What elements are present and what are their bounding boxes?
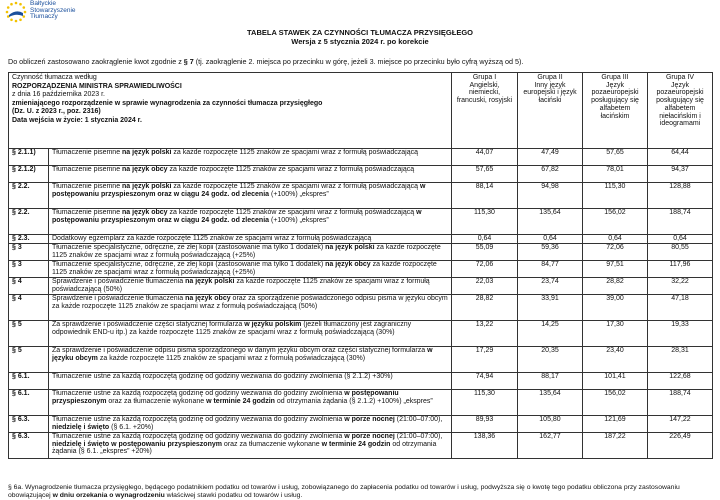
section-cell: § 3 xyxy=(9,244,49,261)
group-header xyxy=(452,73,518,149)
description-bold: w terminie 24 godzin xyxy=(321,440,391,448)
rate-cell: 115,30 xyxy=(452,209,518,235)
rate-cell: 17,30 xyxy=(583,321,648,347)
description-bold: na język polski xyxy=(122,183,172,190)
rate-cell: 28,31 xyxy=(648,347,713,373)
table-row xyxy=(9,166,713,183)
description-text: (§ 6.1. +20%) xyxy=(109,423,154,431)
section-cell: § 2.1.1) xyxy=(9,149,49,166)
rate-cell: 72,06 xyxy=(452,261,518,278)
header-line: zmieniającego rozporządzenie w sprawie wynagrodzenia za czynności tłumacza przysięgłego xyxy=(12,99,323,107)
rate-cell: 147,22 xyxy=(648,416,713,433)
section-cell: § 5 xyxy=(9,321,49,347)
description-text: Za sprawdzenie i poświadczenie odpisu pisma sporządzonego w danym języku obcym oraz części statycznej formularza xyxy=(52,347,428,354)
table-row xyxy=(9,416,713,433)
section-cell: § 6.3. xyxy=(9,433,49,459)
description-text: Tłumaczenie specjalistyczne, odręczne, ze złej kopii (zastosowanie ma tylko 1 dodatek) xyxy=(52,261,326,268)
header-line: z dnia 16 października 2023 r. xyxy=(12,91,106,99)
group-name: Grupa III xyxy=(601,74,629,81)
logo-line: Tłumaczy xyxy=(30,13,58,21)
description-text: za każde rozpoczęte 1125 znaków ze spacjami wraz z formułą poświadczającą (30%) xyxy=(97,354,366,362)
table-row xyxy=(9,321,713,347)
description-text: Tłumaczenie ustne za każdą rozpoczętą godzinę od godziny wezwania do godziny zwolnienia xyxy=(52,390,345,397)
description-text: Dodatkowy egzemplarz za każde rozpoczęte 1125 znaków ze spacjami wraz z formułą poświadczającą xyxy=(52,235,372,242)
rate-cell: 89,93 xyxy=(452,416,518,433)
note-text-end: (tj. zaokrąglenie 2. miejsca po przecinku w górę, jeżeli 3. miejsce po przecinku było cyfrą wyższą od 5). xyxy=(193,57,524,66)
description-text: oraz za sporządzenie poświadczonego odpisu pisma w języku obcym za każde rozpoczęte 1125 znaków ze spacjami wraz z formułą poświadczającą (50%) xyxy=(52,295,448,310)
description-cell xyxy=(49,295,452,321)
rate-cell: 19,33 xyxy=(648,321,713,347)
group-desc: Inny język europejski i język łaciński xyxy=(523,81,577,105)
table-row xyxy=(9,261,713,278)
rate-cell: 0,64 xyxy=(518,235,583,244)
rate-cell: 88,17 xyxy=(518,373,583,390)
description-text: (jeżeli tłumaczony jest zagraniczny odpowiednik END-u itp.) za każde rozpoczęte 1125 znaków ze spacjami wraz z formułą poświadczającą (30%) xyxy=(52,321,412,336)
description-bold: na język polski xyxy=(185,278,235,285)
group-desc: Angielski, niemiecki, francuski, rosyjski xyxy=(456,81,513,105)
description-text: za każde rozpoczęte 1125 znaków ze spacjami wraz z formułą poświadczającą xyxy=(167,166,415,173)
description-bold: w postępowaniu przyspieszonym xyxy=(52,390,399,405)
description-cell xyxy=(49,278,452,295)
group-name: Grupa II xyxy=(537,74,563,81)
description-bold: na język obcy xyxy=(122,209,168,216)
rate-cell: 128,88 xyxy=(648,183,713,209)
description-text: Tłumaczenie pisemne xyxy=(52,166,123,173)
description-bold: w terminie 24 godzin xyxy=(206,397,275,405)
section-cell: § 6.3. xyxy=(9,416,49,433)
footer-bold: w dniu orzekania o wynagrodzeniu xyxy=(52,491,165,499)
rate-cell: 187,22 xyxy=(583,433,648,459)
description-cell xyxy=(49,235,452,244)
description-text: Sprawdzenie i poświadczenie tłumaczenia xyxy=(52,295,186,302)
description-text: Tłumaczenie ustne za każdą rozpoczętą godzinę od godziny wezwania do godziny zwolnienia (§ 2.1.2) +30%) xyxy=(52,373,393,380)
description-bold: na język obcy xyxy=(122,166,168,173)
rate-cell: 135,64 xyxy=(518,209,583,235)
description-cell xyxy=(49,244,452,261)
rate-cell: 162,77 xyxy=(518,433,583,459)
description-bold: w języku obcym xyxy=(52,347,433,362)
rate-cell: 23,74 xyxy=(518,278,583,295)
rate-cell: 121,69 xyxy=(583,416,648,433)
description-text: (21:00–07:00), xyxy=(394,433,443,440)
rate-cell: 44,07 xyxy=(452,149,518,166)
rate-cell: 32,22 xyxy=(648,278,713,295)
description-cell xyxy=(49,321,452,347)
header-line: Czynność tłumacza według xyxy=(12,74,97,81)
group-name: Grupa IV xyxy=(665,74,694,81)
description-text: za każde rozpoczęte 1125 znaków ze spacjami wraz z formułą poświadczającą xyxy=(167,209,417,216)
description-text: (+100%) „ekspres” xyxy=(269,190,329,198)
rate-cell: 59,36 xyxy=(518,244,583,261)
rate-cell: 0,64 xyxy=(648,235,713,244)
rate-cell: 28,82 xyxy=(583,278,648,295)
section-cell: § 2.3. xyxy=(9,235,49,244)
legal-basis-header xyxy=(9,73,452,149)
group-header xyxy=(583,73,648,149)
logo xyxy=(4,0,76,24)
table-row xyxy=(9,235,713,244)
description-text: Tłumaczenie ustne za każdą rozpoczętą godzinę od godziny wezwania do godziny zwolnienia xyxy=(52,433,345,440)
description-bold: w porze nocnej xyxy=(344,416,395,423)
note-bold: § 7 xyxy=(183,57,194,66)
description-cell xyxy=(49,166,452,183)
description-bold: niedzielę i święto w postępowaniu przyspieszonym xyxy=(52,440,222,448)
rate-cell: 226,49 xyxy=(648,433,713,459)
description-cell xyxy=(49,347,452,373)
rate-cell: 80,55 xyxy=(648,244,713,261)
rate-cell: 84,77 xyxy=(518,261,583,278)
table-row xyxy=(9,295,713,321)
group-header xyxy=(648,73,713,149)
rate-cell: 188,74 xyxy=(648,390,713,416)
rate-cell: 47,49 xyxy=(518,149,583,166)
table-row xyxy=(9,278,713,295)
rate-cell: 117,96 xyxy=(648,261,713,278)
description-text: Tłumaczenie pisemne xyxy=(52,209,123,216)
description-text: Tłumaczenie ustne za każdą rozpoczętą godzinę od godziny wezwania do godziny zwolnienia xyxy=(52,416,345,423)
rate-cell: 115,30 xyxy=(583,183,648,209)
description-cell xyxy=(49,149,452,166)
table-row xyxy=(9,390,713,416)
description-bold: w porze nocnej xyxy=(344,433,395,440)
table-row xyxy=(9,373,713,390)
rate-cell: 156,02 xyxy=(583,390,648,416)
rounding-note xyxy=(8,57,523,66)
rate-cell: 115,30 xyxy=(452,390,518,416)
footer-text-end: właściwej stawki podatku od towarów i usług. xyxy=(164,491,303,499)
description-text: oraz za tłumaczenie wykonane xyxy=(106,397,207,405)
rate-cell: 39,00 xyxy=(583,295,648,321)
rate-cell: 55,09 xyxy=(452,244,518,261)
rate-cell: 188,74 xyxy=(648,209,713,235)
section-cell: § 3 xyxy=(9,261,49,278)
description-text: za każde rozpoczęte 1125 znaków ze spacjami wraz z formułą poświadczającą xyxy=(171,183,420,190)
rate-cell: 17,29 xyxy=(452,347,518,373)
description-text: za każde rozpoczęte 1125 znaków ze spacjami wraz z formułą poświadczającą (+25%) xyxy=(52,261,437,276)
rate-cell: 94,98 xyxy=(518,183,583,209)
rate-cell: 14,25 xyxy=(518,321,583,347)
rate-cell: 88,14 xyxy=(452,183,518,209)
description-text: za każde rozpoczęte 1125 znaków ze spacjami wraz z formułą poświadczającą (50%) xyxy=(52,278,430,293)
group-desc: Język pozaeuropejski posługujący się alfabetem łacińskim xyxy=(591,81,639,120)
section-cell: § 2.2. xyxy=(9,209,49,235)
rate-cell: 105,80 xyxy=(518,416,583,433)
rate-cell: 64,44 xyxy=(648,149,713,166)
rate-cell: 72,06 xyxy=(583,244,648,261)
section-cell: § 6.1. xyxy=(9,390,49,416)
section-cell: § 5 xyxy=(9,347,49,373)
description-text: od otrzymania żądania (§ 6.1. „ekspres” +20%) xyxy=(52,440,437,456)
rate-cell: 0,64 xyxy=(583,235,648,244)
description-text: Tłumaczenie pisemne xyxy=(52,149,123,156)
rate-cell: 0,64 xyxy=(452,235,518,244)
description-cell xyxy=(49,433,452,459)
description-bold: na język polski xyxy=(325,244,375,251)
description-bold: na język obcy xyxy=(185,295,231,302)
description-text: Tłumaczenie pisemne xyxy=(52,183,123,190)
rate-cell: 78,01 xyxy=(583,166,648,183)
title-line: TABELA STAWEK ZA CZYNNOŚCI TŁUMACZA PRZYSIĘGŁEGO xyxy=(247,28,473,37)
description-cell xyxy=(49,183,452,209)
footer-text: § 6a. Wynagrodzenie tłumacza przysięgłego, będącego podatnikiem podatku od towarów i usług, zobowiązanego do zapłacenia podatku od towarów i usług, podwyższa się o kwotę tego podatku obliczona przy zastosowaniu obowiązującej xyxy=(8,484,680,499)
table-row xyxy=(9,433,713,459)
title-subline: Wersja z 5 stycznia 2024 r. po korekcie xyxy=(291,37,429,46)
description-cell xyxy=(49,416,452,433)
logo-line: Bałtyckie xyxy=(30,0,57,7)
rate-cell: 74,94 xyxy=(452,373,518,390)
rate-cell: 33,91 xyxy=(518,295,583,321)
rate-cell: 22,03 xyxy=(452,278,518,295)
rate-cell: 138,36 xyxy=(452,433,518,459)
group-name: Grupa I xyxy=(472,74,497,81)
table-row xyxy=(9,209,713,235)
rate-cell: 94,37 xyxy=(648,166,713,183)
rate-cell: 122,68 xyxy=(648,373,713,390)
section-cell: § 4 xyxy=(9,295,49,321)
group-header xyxy=(518,73,583,149)
rate-cell: 135,64 xyxy=(518,390,583,416)
description-cell xyxy=(49,209,452,235)
note-text: Do obliczeń zastosowano zaokrąglenie kwot zgodnie z xyxy=(8,57,184,66)
rate-cell: 101,41 xyxy=(583,373,648,390)
description-text: za każde rozpoczęte 1125 znaków ze spacjami wraz z formułą poświadczającą xyxy=(171,149,418,156)
description-bold: na język polski xyxy=(122,149,172,156)
header-line: ROZPORZĄDZENIA MINISTRA SPRAWIEDLIWOŚCI xyxy=(12,82,182,90)
header-line: Data wejścia w życie: 1 stycznia 2024 r. xyxy=(12,116,142,124)
group-desc: Język pozaeuropejski posługujący się alfabetem niełacińskim i ideogramami xyxy=(656,81,704,128)
rate-cell: 67,82 xyxy=(518,166,583,183)
document-title xyxy=(0,28,720,46)
description-bold: w języku polskim xyxy=(244,321,302,328)
section-cell: § 4 xyxy=(9,278,49,295)
description-text: (21:00–07:00), xyxy=(394,416,443,423)
rates-table xyxy=(8,72,713,459)
description-text: Za sprawdzenie i poświadczenie części statycznej formularza xyxy=(52,321,245,328)
table-header-row xyxy=(9,73,713,149)
star-ring-icon xyxy=(4,0,28,24)
rate-cell: 13,22 xyxy=(452,321,518,347)
description-text: Sprawdzenie i poświadczenie tłumaczenia xyxy=(52,278,186,285)
description-text: za każde rozpoczęte 1125 znaków ze spacjami wraz z formułą poświadczającą (+25%) xyxy=(52,244,441,259)
rate-cell: 23,40 xyxy=(583,347,648,373)
header-line: (Dz. U. z 2023 r., poz. 2316) xyxy=(12,108,101,116)
rate-cell: 47,18 xyxy=(648,295,713,321)
table-row xyxy=(9,244,713,261)
description-text: Tłumaczenie specjalistyczne, odręczne, ze złej kopii (zastosowanie ma tylko 1 dodatek) xyxy=(52,244,326,251)
description-bold: w postępowaniu przyspieszonym oraz w ciągu 24 godz. od zlecenia xyxy=(52,209,422,224)
logo-text xyxy=(30,1,76,21)
rate-cell: 57,65 xyxy=(583,149,648,166)
rate-cell: 97,51 xyxy=(583,261,648,278)
description-bold: na język obcy xyxy=(325,261,371,268)
rate-cell: 156,02 xyxy=(583,209,648,235)
logo-line: Stowarzyszenie xyxy=(30,6,76,14)
description-cell xyxy=(49,373,452,390)
table-row xyxy=(9,347,713,373)
description-text: (+100%) „ekspres” xyxy=(269,216,329,224)
description-text: od otrzymania żądania (§ 2.1.2) +100%) „ekspres” xyxy=(274,397,433,405)
description-cell xyxy=(49,390,452,416)
section-cell: § 2.1.2) xyxy=(9,166,49,183)
description-bold: niedzielę i święto xyxy=(52,423,110,431)
description-cell xyxy=(49,261,452,278)
table-row xyxy=(9,149,713,166)
footer-note xyxy=(8,484,712,499)
section-cell: § 6.1. xyxy=(9,373,49,390)
rate-cell: 28,82 xyxy=(452,295,518,321)
description-text: oraz za tłumaczenie wykonane xyxy=(221,440,322,448)
description-bold: w postępowaniu przyspieszonym oraz w ciągu 24 godz. od zlecenia xyxy=(52,183,426,198)
rate-cell: 20,35 xyxy=(518,347,583,373)
rate-cell: 57,65 xyxy=(452,166,518,183)
table-row xyxy=(9,183,713,209)
section-cell: § 2.2. xyxy=(9,183,49,209)
